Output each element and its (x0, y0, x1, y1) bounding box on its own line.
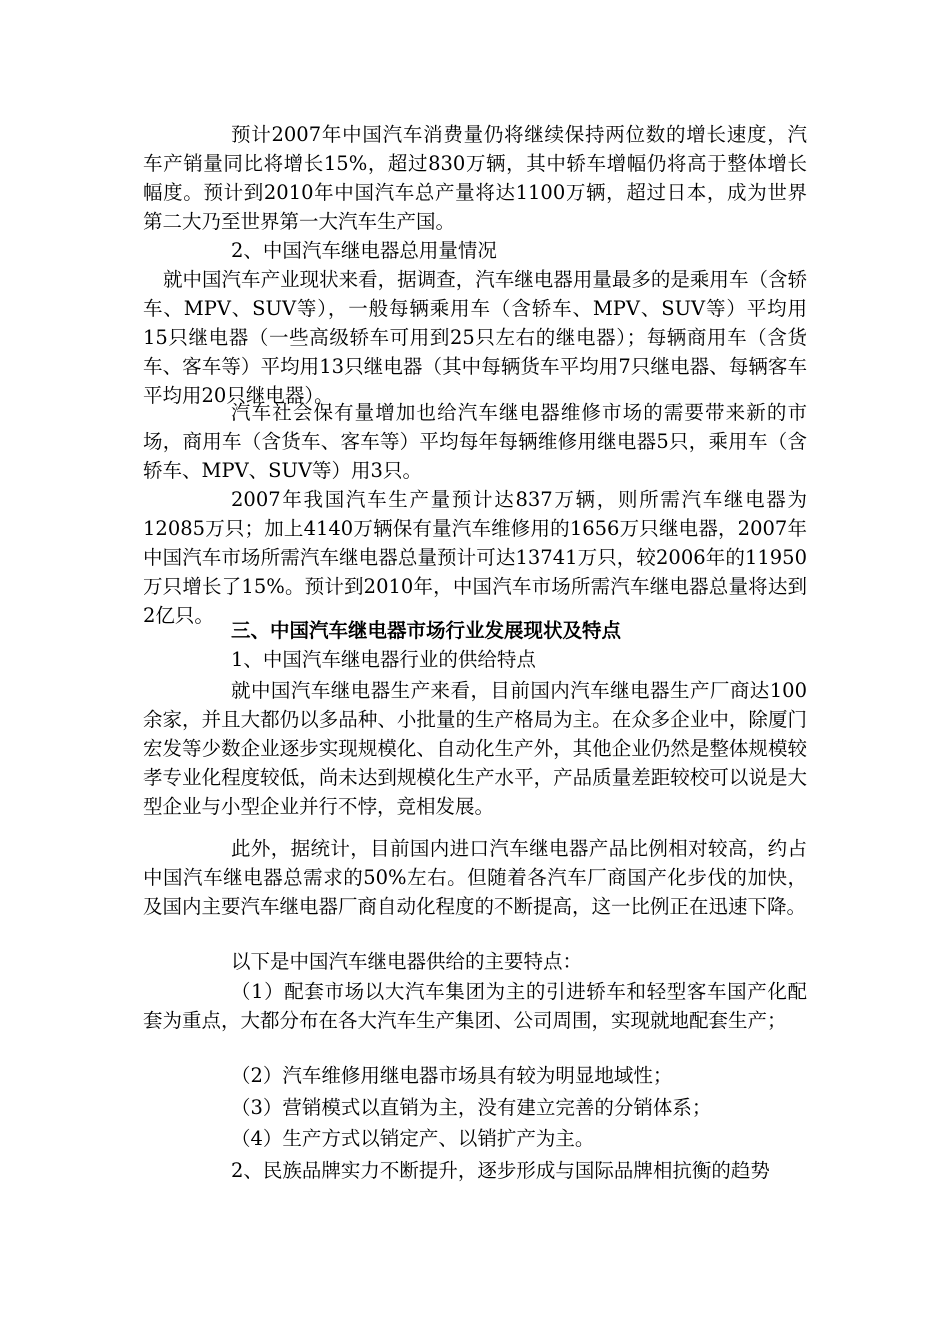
list-item-2: （2）汽车维修用继电器市场具有较为明显地域性； (231, 1064, 673, 1087)
paragraph-production-2007: 2007年我国汽车生产量预计达837万辆，则所需汽车继电器为12085万只；加上4140万辆保有量汽车维修用的1656万只继电器，2007年中国汽车市场所需汽车继电器总量预计可达13741万只，较2006年的11950万只增长了15%。预计到2010年，中国汽车市场所需汽车继电器总量将达到2亿只。 (143, 488, 807, 627)
subheading-supply-features: 1、中国汽车继电器行业的供给特点 (231, 648, 536, 671)
list-item-1: （1）配套市场以大汽车集团为主的引进轿车和轻型客车国产化配套为重点，大都分布在各大汽车生产集团、公司周围，实现就地配套生产； (143, 980, 807, 1032)
paragraph-imports: 此外，据统计，目前国内进口汽车继电器产品比例相对较高，约占中国汽车继电器总需求的50%左右。但随着各汽车厂商国产化步伐的加快，及国内主要汽车继电器厂商自动化程度的不断提高，这一比例正在迅速下降。 (143, 837, 807, 918)
paragraph-producers: 就中国汽车继电器生产来看，目前国内汽车继电器生产厂商达100余家，并且大都仍以多品种、小批量的生产格局为主。在众多企业中，除厦门宏发等少数企业逐步实现规模化、自动化生产外，其他企业仍然是整体规模较孝专业化程度较低，尚未达到规模化生产水平，产品质量差距较校可以说是大型企业与小型企业并行不悖，竞相发展。 (143, 679, 807, 818)
paragraph-industry-status: 就中国汽车产业现状来看，据调查，汽车继电器用量最多的是乘用车（含轿车、MPV、SUV等），一般每辆乘用车（含轿车、MPV、SUV等）平均用15只继电器（一些高级轿车可用到25只左右的继电器）；每辆商用车（含货车、客车等）平均用13只继电器（其中每辆货车平均用7只继电器、每辆客车平均用20只继电器）。 (143, 268, 807, 407)
list-item-3: （3）营销模式以直销为主，没有建立完善的分销体系； (231, 1096, 712, 1119)
list-item-4: （4）生产方式以销定产、以销扩产为主。 (231, 1127, 595, 1150)
section-heading-3: 三、中国汽车继电器市场行业发展现状及特点 (231, 619, 622, 642)
subheading-national-brands: 2、民族品牌实力不断提升，逐步形成与国际品牌相抗衡的趋势 (231, 1159, 770, 1182)
paragraph-forecast-2007: 预计2007年中国汽车消费量仍将继续保持两位数的增长速度，汽车产销量同比将增长15%，超过830万辆，其中轿车增幅仍将高于整体增长幅度。预计到2010年中国汽车总产量将达1100万辆，超过日本，成为世界第二大乃至世界第一大汽车生产国。 (143, 123, 807, 233)
paragraph-features-intro: 以下是中国汽车继电器供给的主要特点： (231, 950, 583, 973)
subheading-relay-usage: 2、中国汽车继电器总用量情况 (231, 239, 497, 262)
paragraph-repair-market: 汽车社会保有量增加也给汽车继电器维修市场的需要带来新的市场，商用车（含货车、客车等）平均每年每辆维修用继电器5只，乘用车（含轿车、MPV、SUV等）用3只。 (143, 401, 807, 482)
